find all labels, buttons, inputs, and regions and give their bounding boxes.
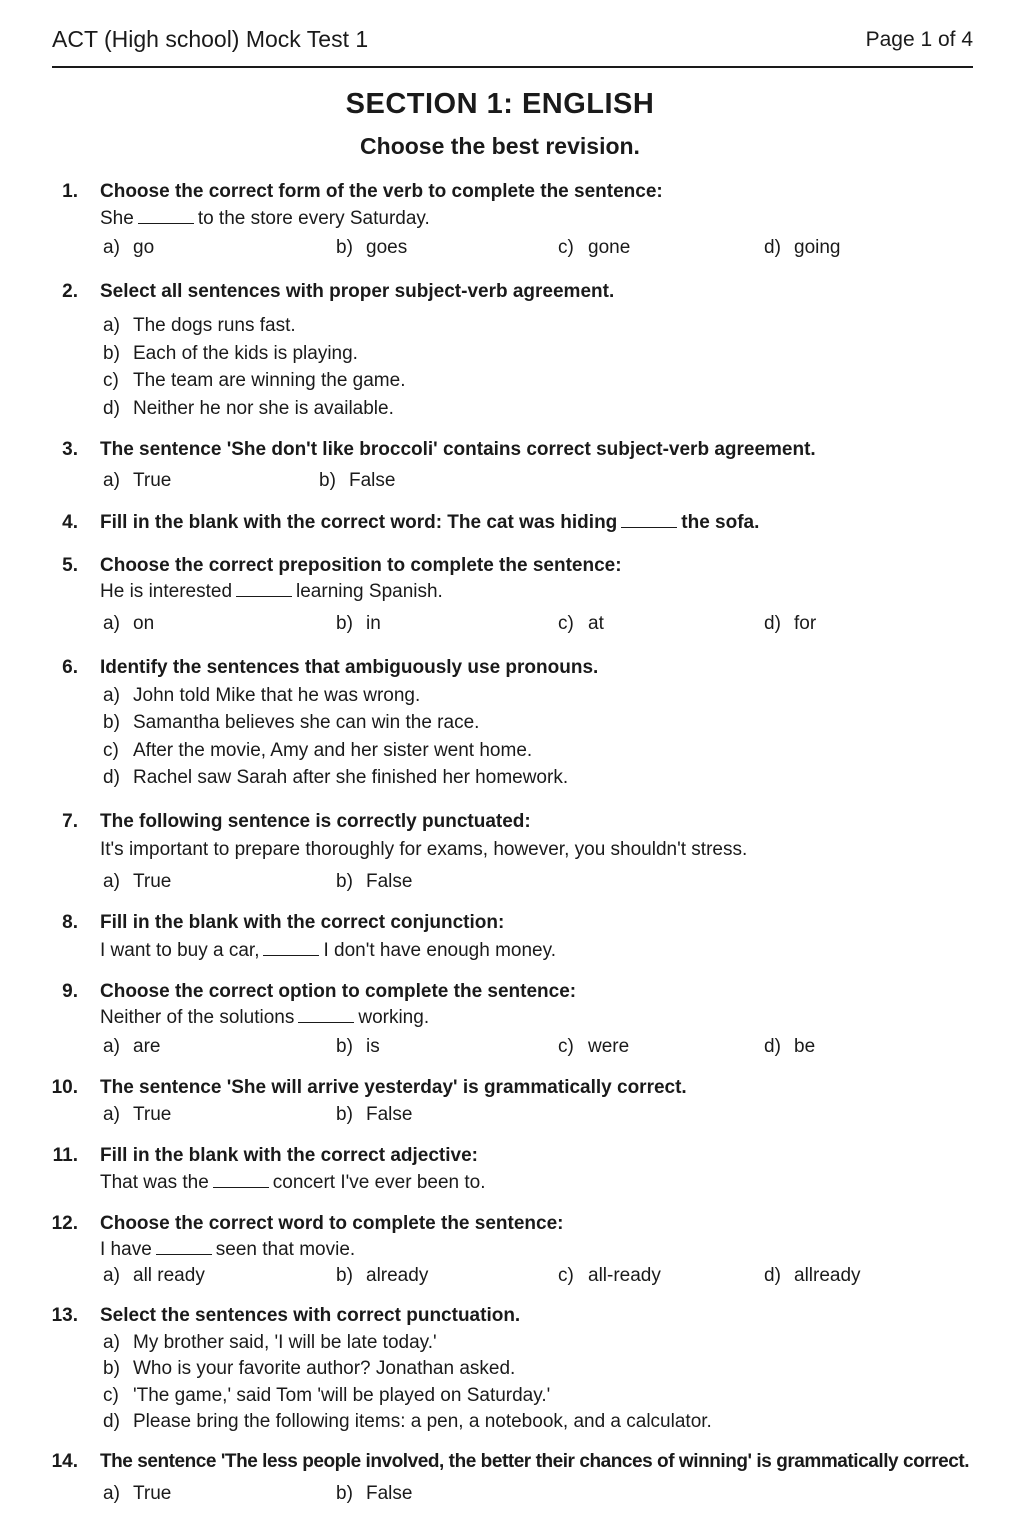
question-number: 2. (62, 281, 78, 302)
question-stem: The sentence 'She will arrive yesterday' is grammatically correct. (100, 1077, 687, 1098)
option-d[interactable]: d) Please bring the following items: a pen, a notebook, and a calculator. (103, 1411, 712, 1432)
option-d[interactable]: d) Neither he nor she is available. (103, 398, 394, 419)
option-c[interactable]: c) The team are winning the game. (103, 370, 406, 391)
question-number: 12. (51, 1213, 78, 1234)
option-b[interactable]: b) Samantha believes she can win the race. (103, 712, 480, 733)
page-number: Page 1 of 4 (865, 28, 973, 51)
section-instructions: Choose the best revision. (360, 133, 640, 159)
option-c[interactable]: c) were (558, 1036, 630, 1057)
question-stem: Fill in the blank with the correct adjective: (100, 1145, 478, 1166)
answer-blank (213, 1186, 269, 1188)
option-d[interactable]: d) be (764, 1036, 816, 1057)
answer-blank (156, 1253, 212, 1255)
option-b[interactable]: b) False (319, 470, 396, 491)
option-d[interactable]: d) allready (764, 1265, 861, 1286)
option-a[interactable]: a) on (103, 613, 155, 634)
option-c[interactable]: c) 'The game,' said Tom 'will be played on Saturday.' (103, 1385, 551, 1406)
question-stem: The sentence 'She don't like broccoli' contains correct subject-verb agreement. (100, 439, 816, 460)
question-number: 3. (62, 439, 78, 460)
question-stem: Fill in the blank with the correct conjunction: (100, 912, 505, 933)
option-a[interactable]: a) True (103, 1483, 172, 1504)
question-number: 6. (62, 657, 78, 678)
question-context: I have seen that movie. (100, 1239, 356, 1260)
question-number: 14. (51, 1451, 78, 1472)
option-a[interactable]: a) The dogs runs fast. (103, 315, 296, 336)
question-stem: Fill in the blank with the correct word: The cat was hiding the sofa. (100, 512, 760, 533)
option-c[interactable]: c) at (558, 613, 604, 634)
question-stem: Select the sentences with correct punctuation. (100, 1305, 521, 1326)
option-a[interactable]: a) are (103, 1036, 161, 1057)
question-number: 8. (62, 912, 78, 933)
option-b[interactable]: b) goes (336, 237, 408, 258)
question-number: 5. (62, 555, 78, 576)
section-title: SECTION 1: ENGLISH (345, 88, 655, 120)
answer-blank (138, 222, 194, 224)
option-b[interactable]: b) False (336, 871, 413, 892)
question-number: 11. (52, 1145, 78, 1166)
question-number: 10. (51, 1077, 78, 1098)
question-stem: Choose the correct form of the verb to complete the sentence: (100, 181, 663, 202)
option-a[interactable]: a) True (103, 470, 172, 491)
option-a[interactable]: a) John told Mike that he was wrong. (103, 685, 421, 706)
question-number: 13. (51, 1305, 78, 1326)
question-context: That was the concert I've ever been to. (100, 1172, 486, 1193)
question-context: He is interested learning Spanish. (100, 581, 443, 602)
question-context: I want to buy a car, I don't have enough money. (100, 940, 556, 961)
option-b[interactable]: b) in (336, 613, 381, 634)
question-stem: The following sentence is correctly punctuated: (100, 811, 531, 832)
question-stem: The sentence 'The less people involved, the better their chances of winning' is grammatically correct. (100, 1451, 970, 1472)
question-context: It's important to prepare thoroughly for exams, however, you shouldn't stress. (100, 839, 748, 860)
option-a[interactable]: a) True (103, 871, 172, 892)
question-context: Neither of the solutions working. (100, 1007, 430, 1028)
answer-blank (236, 595, 292, 597)
option-b[interactable]: b) Each of the kids is playing. (103, 343, 358, 364)
option-b[interactable]: b) Who is your favorite author? Jonathan asked. (103, 1358, 516, 1379)
option-b[interactable]: b) already (336, 1265, 429, 1286)
question-number: 1. (62, 181, 78, 202)
question-number: 9. (62, 981, 78, 1002)
page-header (52, 24, 973, 68)
question-stem: Choose the correct word to complete the sentence: (100, 1213, 564, 1234)
question-stem: Select all sentences with proper subject-verb agreement. (100, 281, 615, 302)
question-number: 4. (62, 512, 78, 533)
test-title: ACT (High school) Mock Test 1 (52, 26, 369, 52)
option-a[interactable]: a) True (103, 1104, 172, 1125)
option-b[interactable]: b) is (336, 1036, 380, 1057)
option-d[interactable]: d) going (764, 237, 841, 258)
option-a[interactable]: a) My brother said, 'I will be late today.' (103, 1332, 437, 1353)
answer-blank (621, 526, 677, 528)
question-stem: Identify the sentences that ambiguously use pronouns. (100, 657, 599, 678)
answer-blank (263, 954, 319, 956)
question-stem: Choose the correct option to complete the sentence: (100, 981, 577, 1002)
option-c[interactable]: c) all-ready (558, 1265, 661, 1286)
question-stem: Choose the correct preposition to complete the sentence: (100, 555, 622, 576)
question-context: She to the store every Saturday. (100, 208, 430, 229)
option-b[interactable]: b) False (336, 1104, 413, 1125)
answer-blank (298, 1021, 354, 1023)
option-d[interactable]: d) Rachel saw Sarah after she finished her homework. (103, 767, 569, 788)
question-number: 7. (62, 811, 78, 832)
option-b[interactable]: b) False (336, 1483, 413, 1504)
option-c[interactable]: c) After the movie, Amy and her sister went home. (103, 740, 533, 761)
option-a[interactable]: a) go (103, 237, 155, 258)
option-d[interactable]: d) for (764, 613, 817, 634)
option-c[interactable]: c) gone (558, 237, 631, 258)
option-a[interactable]: a) all ready (103, 1265, 205, 1286)
